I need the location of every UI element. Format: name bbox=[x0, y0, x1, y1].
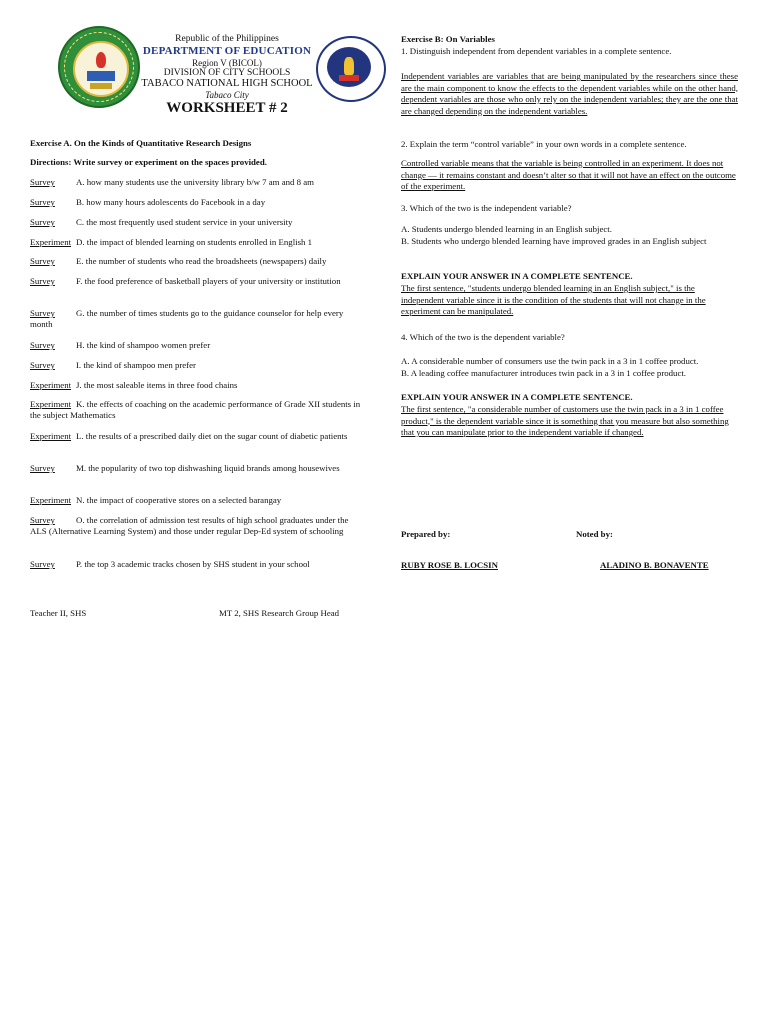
item-text: B. how many hours adolescents do Facebook in a day bbox=[76, 197, 266, 207]
question-4-option-a: A. A considerable number of consumers use the twin pack in a 3 in 1 coffee product. bbox=[401, 356, 699, 366]
item-text: E. the number of students who read the broadsheets (newspapers) daily bbox=[76, 256, 327, 266]
answer-blank: Survey bbox=[30, 515, 55, 525]
list-item bbox=[30, 380, 365, 391]
question-3: 3. Which of the two is the independent variable? bbox=[401, 203, 572, 213]
list-item bbox=[30, 197, 365, 208]
explain-label-2: EXPLAIN YOUR ANSWER IN A COMPLETE SENTENCE. bbox=[401, 392, 633, 402]
exercise-a-directions: Directions: Write survey or experiment on the spaces provided. bbox=[30, 157, 267, 167]
answer-blank: Survey bbox=[30, 276, 55, 286]
prepared-by-name: RUBY ROSE B. LOCSIN bbox=[401, 560, 498, 570]
question-2: 2. Explain the term “control variable” in your own words in a complete sentence. bbox=[401, 139, 687, 149]
header-republic: Republic of the Philippines bbox=[175, 34, 279, 44]
noted-by-title: MT 2, SHS Research Group Head bbox=[219, 608, 340, 618]
question-3-option-a: A. Students undergo blended learning in an English subject. bbox=[401, 224, 612, 234]
answer-blank: Survey bbox=[30, 217, 55, 227]
item-text: K. the effects of coaching on the academic performance of Grade XII students in the subject Mathematics bbox=[30, 399, 361, 420]
item-text: A. how many students use the university library b/w 7 am and 8 am bbox=[76, 177, 314, 187]
answer-blank: Survey bbox=[30, 177, 55, 187]
list-item bbox=[30, 308, 365, 330]
answer-1: Independent variables are variables that are being manipulated by the researchers since these are the main component to know the effects to the dependent variables while on the other hand, dependent variables are those who only rely on the independent variables; they are the one that are changed depending on the independent variables. bbox=[401, 71, 738, 116]
item-text: I. the kind of shampoo men prefer bbox=[76, 360, 196, 370]
item-text: J. the most saleable items in three food chains bbox=[76, 380, 238, 390]
question-4-option-b: B. A leading coffee manufacturer introduces twin pack in a 3 in 1 coffee product. bbox=[401, 368, 686, 378]
answer-blank: Experiment bbox=[30, 431, 72, 441]
prepared-by-label: Prepared by: bbox=[401, 529, 451, 539]
header-school: TABACO NATIONAL HIGH SCHOOL bbox=[141, 78, 313, 89]
deped-seal-logo bbox=[316, 36, 386, 102]
list-item bbox=[30, 276, 365, 287]
question-4: 4. Which of the two is the dependent variable? bbox=[401, 332, 565, 342]
item-text: P. the top 3 academic tracks chosen by SHS student in your school bbox=[76, 559, 310, 569]
answer-blank: Survey bbox=[30, 308, 55, 318]
list-item bbox=[30, 237, 365, 248]
worksheet-title: WORKSHEET # 2 bbox=[166, 100, 288, 116]
school-seal-logo bbox=[58, 26, 140, 108]
question-1: 1. Distinguish independent from dependent variables in a complete sentence. bbox=[401, 46, 672, 56]
answer-blank: Survey bbox=[30, 256, 55, 266]
list-item bbox=[30, 495, 365, 506]
answer-blank: Experiment bbox=[30, 237, 72, 247]
explain-label-1: EXPLAIN YOUR ANSWER IN A COMPLETE SENTENCE. bbox=[401, 271, 633, 281]
question-3-option-b: B. Students who undergo blended learning have improved grades in an English subject bbox=[401, 236, 707, 246]
item-text: M. the popularity of two top dishwashing liquid brands among housewives bbox=[76, 463, 340, 473]
answer-4: The first sentence, "a considerable number of customers use the twin pack in a 3 in 1 coffee product," is the dependent variable since it is something that you measure but also something that you can manipulate prior to the independent variable if changed. bbox=[401, 404, 729, 437]
answer-blank: Experiment bbox=[30, 380, 72, 390]
list-item bbox=[30, 399, 365, 421]
item-text: L. the results of a prescribed daily diet on the sugar count of diabetic patients bbox=[76, 431, 348, 441]
header-department: DEPARTMENT OF EDUCATION bbox=[142, 45, 312, 57]
item-text: G. the number of times students go to the guidance counselor for help every month bbox=[30, 308, 344, 329]
answer-blank: Survey bbox=[30, 559, 55, 569]
noted-by-name: ALADINO B. BONAVENTE bbox=[600, 560, 709, 570]
list-item bbox=[30, 177, 365, 188]
answer-blank: Survey bbox=[30, 360, 55, 370]
list-item bbox=[30, 559, 365, 570]
list-item bbox=[30, 340, 365, 351]
answer-blank: Experiment bbox=[30, 495, 72, 505]
header-region: Region V (BICOL) bbox=[192, 58, 262, 68]
noted-by-label: Noted by: bbox=[576, 529, 613, 539]
item-text: D. the impact of blended learning on students enrolled in English 1 bbox=[76, 237, 312, 247]
item-text: O. the correlation of admission test results of high school graduates under the ALS (Alternative Learning System) and those under regular Dep-Ed system of schooling bbox=[30, 515, 349, 536]
list-item bbox=[30, 463, 365, 474]
item-text: C. the most frequently used student service in your university bbox=[76, 217, 293, 227]
exercise-a-title: Exercise A. On the Kinds of Quantitative Research Designs bbox=[30, 138, 252, 148]
list-item bbox=[30, 256, 365, 267]
answer-blank: Survey bbox=[30, 463, 55, 473]
list-item bbox=[30, 431, 365, 442]
header-division: DIVISION OF CITY SCHOOLS bbox=[163, 68, 291, 78]
prepared-by-title: Teacher II, SHS bbox=[30, 608, 87, 618]
list-item bbox=[30, 515, 365, 537]
list-item bbox=[30, 360, 365, 371]
answer-blank: Experiment bbox=[30, 399, 72, 409]
header-city: Tabaco City bbox=[205, 90, 249, 100]
list-item bbox=[30, 217, 365, 228]
exercise-b-title: Exercise B: On Variables bbox=[401, 34, 495, 44]
answer-2: Controlled variable means that the variable is being controlled in an experiment. It does not change — it remains constant and doesn’t alter so that it will not have an effect on the outcome of the experiment. bbox=[401, 158, 736, 191]
answer-blank: Survey bbox=[30, 197, 55, 207]
answer-blank: Survey bbox=[30, 340, 55, 350]
item-text: N. the impact of cooperative stores on a selected barangay bbox=[76, 495, 282, 505]
answer-3: The first sentence, "students undergo blended learning in an English subject," is the independent variable since it is the condition of the students that will not change in the experiment can be manipulated. bbox=[401, 283, 706, 316]
item-text: F. the food preference of basketball players of your university or institution bbox=[76, 276, 341, 286]
item-text: H. the kind of shampoo women prefer bbox=[76, 340, 211, 350]
